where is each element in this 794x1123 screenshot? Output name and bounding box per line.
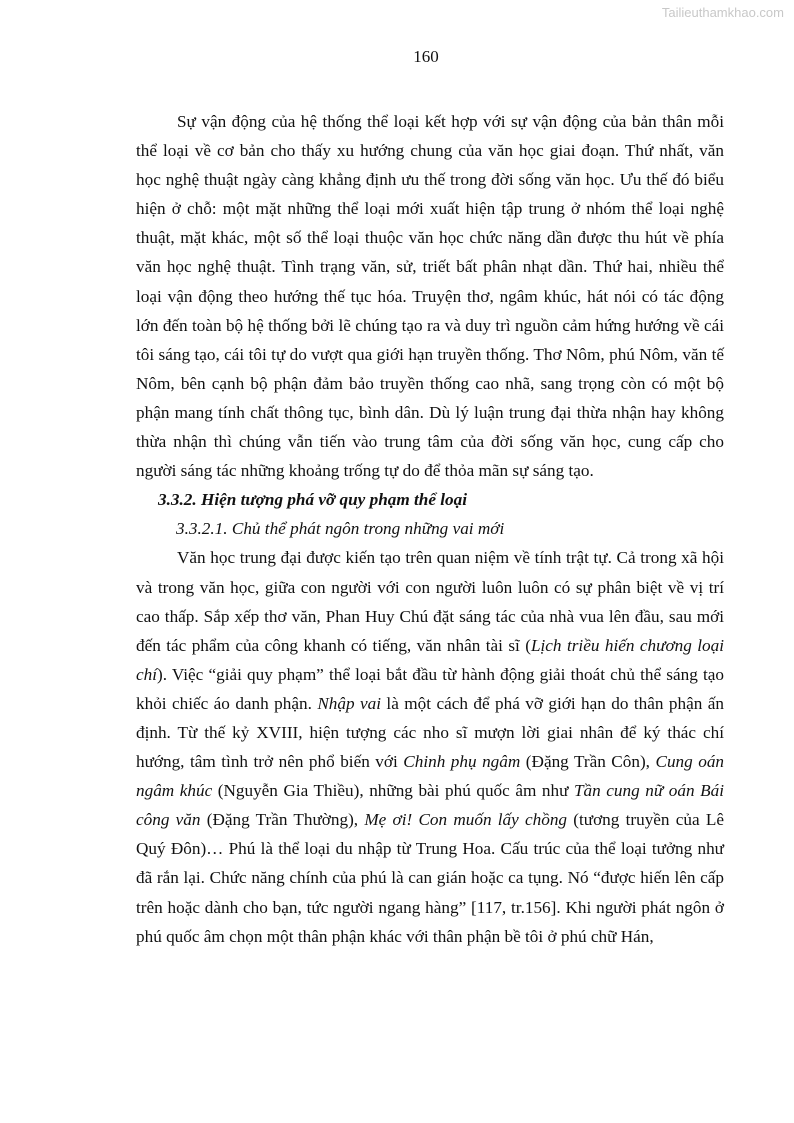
text-run: ). Việc “giải quy phạm” thể loại bắt đầu từ hành động giải thoát chủ thể sáng tạo khỏi chiếc áo danh phận.	[136, 664, 724, 713]
paragraph-1: Sự vận động của hệ thống thể loại kết hợp với sự vận động của bản thân mỗi thể loại về cơ bản cho thấy xu hướng chung của văn học giai đoạn. Thứ nhất, văn học nghệ thuật ngày càng khẳng định ưu thế trong đời sống văn học. Ưu thế đó biểu hiện ở chỗ: một mặt những thể loại mới xuất hiện tập trung ở nhóm thể loại nghệ thuật, mặt khác, một số thể loại thuộc văn học chức năng dần được thu hút về phía văn học nghệ thuật. Tình trạng văn, sử, triết bất phân nhạt dần. Thứ hai, nhiều thể loại vận động theo hướng thế tục hóa. Truyện thơ, ngâm khúc, hát nói có tác động lớn đến toàn bộ hệ thống bởi lẽ chúng tạo ra và duy trì nguồn cảm hứng hướng về cái tôi sáng tạo, cái tôi tự do vượt qua giới hạn truyền thống. Thơ Nôm, phú Nôm, văn tế Nôm, bên cạnh bộ phận đảm bảo truyền thống cao nhã, sang trọng còn có một bộ phận mang tính chất thông tục, bình dân. Dù lý luận trung đại thừa nhận hay không thừa nhận thì chúng vẫn tiến vào trung tâm của đời sống văn học, cung cấp cho người sáng tác những khoảng trống tự do để thỏa mãn sự sáng tạo.	[136, 112, 724, 481]
italic-title: Chinh phụ ngâm	[403, 752, 521, 772]
watermark: Tailieuthamkhao.com	[661, 5, 784, 20]
italic-title: Tần cung nữ oán Bái công văn	[136, 781, 724, 830]
section-heading: 3.3.2. Hiện tượng phá vỡ quy phạm thể loại	[158, 490, 468, 510]
text-run: Văn học trung đại được kiến tạo trên quan niệm về tính trật tự. Cả trong xã hội và trong văn học, giữa con người với con người luôn luôn có sự phân biệt về vị trí cao thấp. Sắp xếp thơ văn, Phan Huy Chú đặt sáng tác của nhà vua lên đầu, sau mới đến tác phẩm của công khanh có tiếng, văn nhân tài sĩ (	[136, 548, 724, 655]
italic-title: Lịch triều hiến chương loại chí	[136, 635, 724, 684]
text-run: (tương truyền của Lê Quý Đôn)… Phú là thể loại du nhập từ Trung Hoa. Cấu trúc của thể loại tưởng như đã rắn lại. Chức năng chính của phú là can gián hoặc ca tụng. Nó “được hiến lên cấp trên hoặc dành cho bạn, tức người ngang hàng” [117, tr.156]. Khi người phát ngôn ở phú quốc âm chọn một thân phận khác với thân phận bề tôi ở phú chữ Hán,	[136, 810, 724, 946]
paragraph-2	[136, 543, 724, 950]
italic-term: Nhập vai	[317, 693, 381, 713]
italic-title: Mẹ ơi! Con muốn lấy chồng	[364, 810, 568, 830]
subsection-heading: 3.3.2.1. Chủ thể phát ngôn trong những vai mới	[176, 519, 505, 539]
page-number: 160	[413, 47, 439, 66]
document-body	[136, 107, 724, 951]
text-run: là một cách để phá vỡ giới hạn do thân phận ấn định. Từ thế kỷ XVIII, hiện tượng các nho sĩ mượn lời giai nhân để ký thác chí hướng, tâm tình trở nên phổ biến với	[136, 693, 724, 772]
text-run: (Nguyễn Gia Thiều), những bài phú quốc âm như	[212, 781, 574, 801]
text-run: (Đặng Trần Thường),	[200, 810, 365, 830]
italic-title: Cung oán ngâm khúc	[136, 752, 725, 801]
text-run: (Đặng Trần Côn),	[520, 752, 656, 772]
